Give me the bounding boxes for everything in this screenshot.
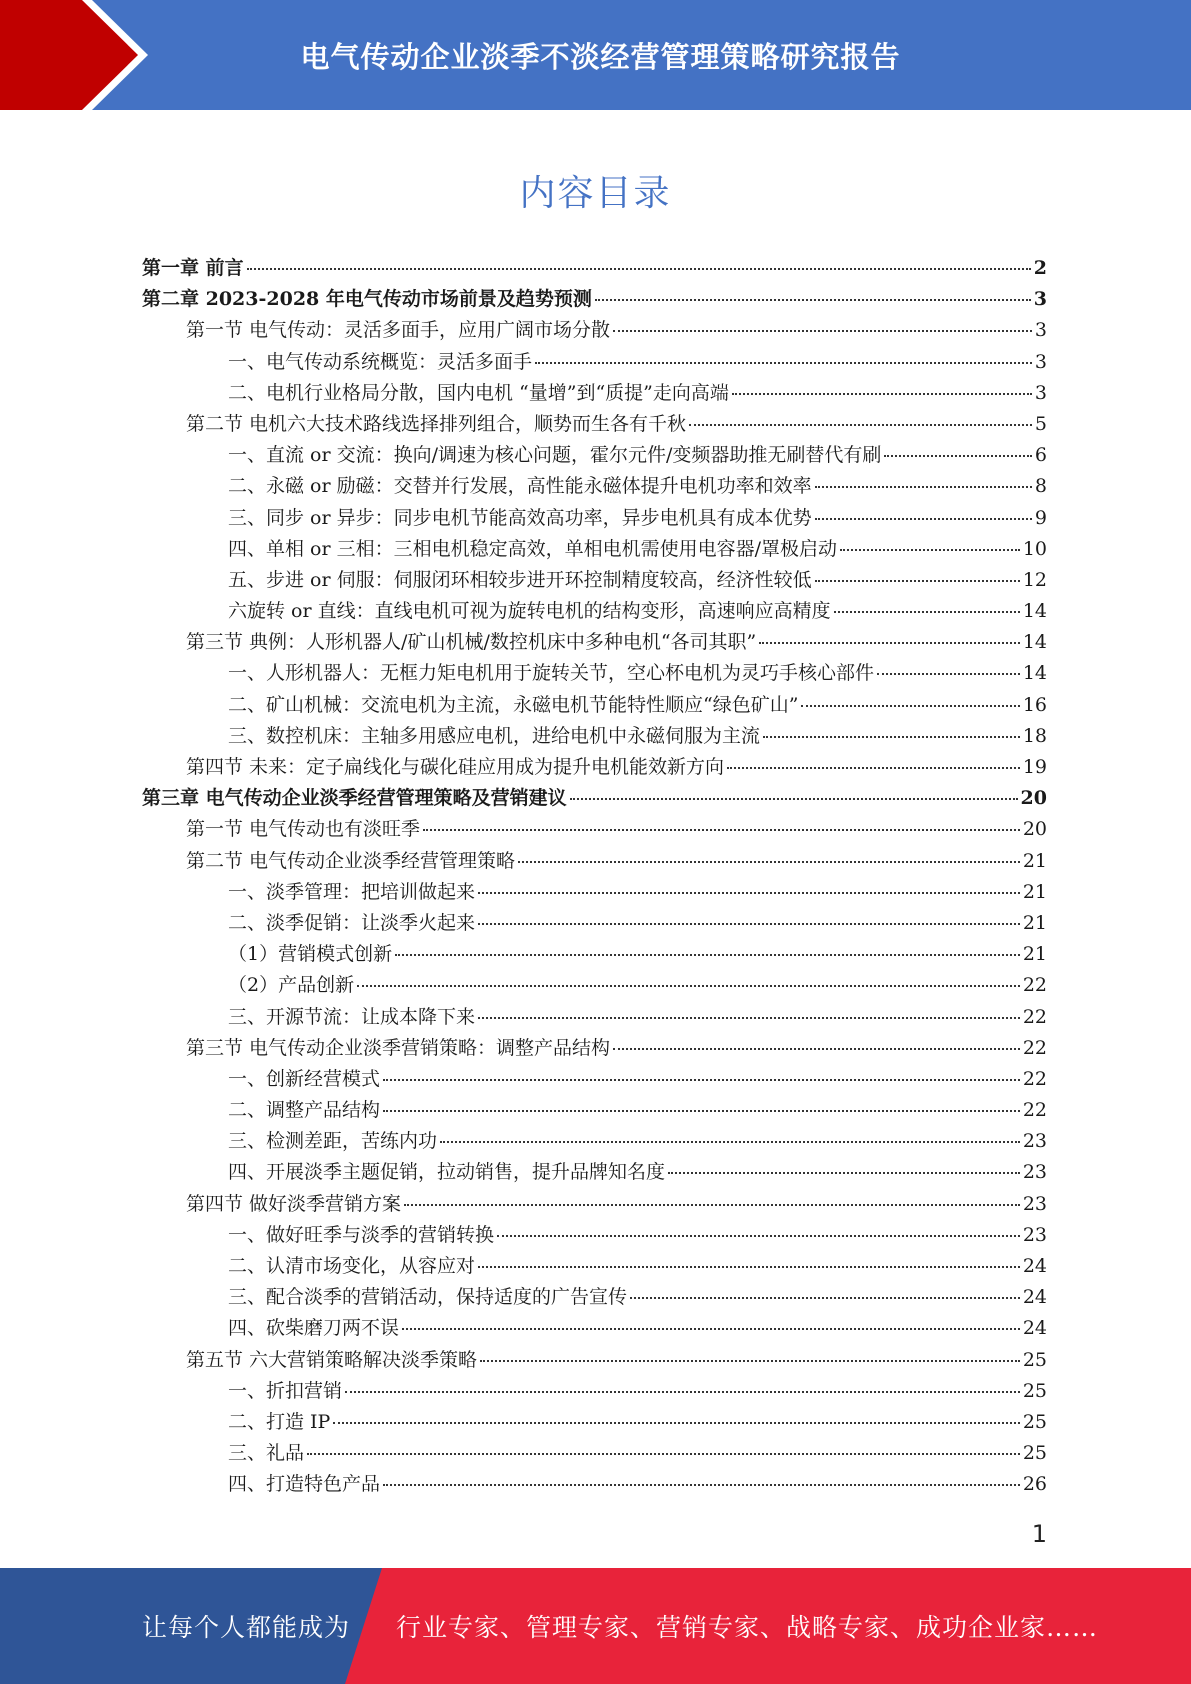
toc-dot-leader [815,517,1032,520]
toc-entry-label: 三、礼品 [228,1442,305,1465]
toc-dot-leader [613,329,1032,332]
toc-dot-leader [630,1296,1020,1299]
toc-entry-label: 二、打造 IP [228,1410,331,1433]
toc-entry-page: 3 [1034,319,1047,342]
toc-dot-leader [595,298,1031,301]
toc-entry-page: 21 [1022,911,1047,934]
toc-entry-page: 5 [1034,412,1047,435]
toc-dot-leader [478,1265,1020,1268]
toc-dot-leader [763,735,1020,738]
toc-entry-label: 第三章 电气传动企业淡季经营管理策略及营销建议 [142,787,567,810]
toc-dot-leader [383,1483,1020,1486]
toc-entry-label: 三、开源节流：让成本降下来 [228,1005,476,1028]
toc-entry-page: 22 [1022,1099,1047,1122]
toc-entry-page: 14 [1022,600,1047,623]
toc-entry[interactable] [142,1126,1047,1157]
toc-entry-page: 25 [1022,1442,1047,1465]
toc-entry-page: 9 [1034,506,1047,529]
toc-entry-page: 25 [1022,1348,1047,1371]
toc-entry-label: 第二节 电气传动企业淡季经营管理策略 [186,849,516,872]
toc-entry-label: 三、数控机床：主轴多用感应电机，进给电机中永磁伺服为主流 [228,724,761,747]
toc-entry-page: 16 [1022,693,1047,716]
toc-entry[interactable] [142,877,1047,908]
toc-entry[interactable] [142,1189,1047,1220]
toc-dot-leader [395,953,1020,956]
toc-dot-leader [333,1421,1019,1424]
toc-entry[interactable] [142,1033,1047,1064]
toc-entry-page: 12 [1022,568,1047,591]
toc-entry-page: 23 [1022,1223,1047,1246]
toc-dot-leader [478,1016,1020,1019]
toc-entry[interactable] [142,1438,1047,1469]
toc-entry[interactable] [142,939,1047,970]
toc-entry[interactable] [142,284,1047,315]
toc-dot-leader [518,860,1020,863]
toc-entry[interactable] [142,1407,1047,1438]
toc-entry-label: 第四节 未来：定子扁线化与碳化硅应用成为提升电机能效新方向 [186,756,725,778]
toc-entry-page: 26 [1022,1473,1047,1496]
toc-entry-page: 14 [1022,662,1047,685]
header-chevron-decoration [0,0,160,110]
toc-entry-label: 二、电机行业格局分散，国内电机 “量增”到“质提”走向高端 [228,381,729,404]
toc-entry[interactable] [142,1313,1047,1344]
toc-dot-leader [877,672,1020,675]
toc-entry-page: 3 [1033,288,1047,311]
header-band [0,0,1191,110]
toc-entry-page: 6 [1034,444,1047,467]
toc-entry-page: 21 [1022,943,1047,966]
toc-entry-label: 一、创新经营模式 [228,1067,381,1090]
toc-entry[interactable] [142,1064,1047,1095]
toc-dot-leader [689,423,1032,426]
toc-entry[interactable] [142,471,1047,502]
toc-entry[interactable] [142,627,1047,658]
toc-dot-leader [478,922,1020,925]
toc-entry[interactable] [142,1282,1047,1313]
toc-dot-leader [815,485,1032,488]
document-title: 电气传动企业淡季不淡经营管理策略研究报告 [300,39,901,74]
toc-entry-page: 22 [1022,1036,1047,1059]
toc-entry[interactable] [142,440,1047,471]
toc-entry-page: 24 [1022,1286,1047,1309]
toc-entry[interactable] [142,814,1047,845]
toc-dot-leader [613,1047,1020,1050]
toc-entry[interactable] [142,721,1047,752]
toc-dot-leader [727,766,1020,769]
toc-entry-page: 3 [1034,350,1047,373]
toc-entry-label: 第一节 电气传动：灵活多面手，应用广阔市场分散 [186,319,611,342]
toc-entry-page: 2 [1033,257,1047,279]
footer-band [0,1568,1191,1684]
toc-entry-page: 24 [1022,1317,1047,1340]
toc-entry-page: 19 [1022,756,1047,778]
toc-heading: 内容目录 [519,173,672,214]
toc-entry-label: 三、配合淡季的营销活动，保持适度的广告宣传 [228,1286,628,1309]
toc-entry-label: 三、检测差距，苦练内功 [228,1130,438,1153]
toc-entry-label: 四、单相 or 三相：三相电机稳定高效，单相电机需使用电容器/罩极启动 [228,537,838,560]
toc-entry[interactable] [142,503,1047,534]
toc-entry-label: 四、打造特色产品 [228,1473,381,1496]
toc-entry-page: 23 [1022,1192,1047,1215]
toc-entry[interactable] [142,596,1047,627]
toc-entry-label: 五、步进 or 伺服：伺服闭环相较步进开环控制精度较高，经济性较低 [228,568,812,591]
toc-entry-label: 二、调整产品结构 [228,1099,381,1122]
toc-entry-label: 二、永磁 or 励磁：交替并行发展，高性能永磁体提升电机功率和效率 [228,475,812,498]
toc-entry[interactable] [142,1251,1047,1282]
toc-entry-page: 14 [1022,631,1047,654]
toc-entry-label: 二、淡季促销：让淡季火起来 [228,911,476,934]
toc-entry-label: 一、人形机器人：无框力矩电机用于旋转关节，空心杯电机为灵巧手核心部件 [228,662,875,685]
toc-entry[interactable] [142,378,1047,409]
footer-slogan-left: 让每个人都能成为 [142,1613,351,1642]
toc-entry-page: 25 [1022,1410,1047,1433]
toc-entry[interactable] [142,846,1047,877]
toc-entry[interactable] [142,1345,1047,1376]
toc-entry[interactable] [142,690,1047,721]
toc-entry-page: 22 [1022,1067,1047,1090]
toc-entry[interactable] [142,565,1047,596]
toc-dot-leader [383,1078,1020,1081]
toc-entry[interactable] [142,1157,1047,1188]
toc-dot-leader [570,797,1018,800]
toc-entry-label: （2）产品创新 [228,974,355,997]
toc-entry-label: 一、直流 or 交流：换向/调速为核心问题，霍尔元件/变频器助推无刷替代有刷 [228,444,882,467]
toc-entry[interactable] [142,315,1047,346]
toc-dot-leader [497,1234,1020,1237]
toc-entry-label: 四、砍柴磨刀两不误 [228,1317,400,1340]
toc-entry-label: 三、同步 or 异步：同步电机节能高效高功率，异步电机具有成本优势 [228,506,812,529]
toc-entry-label: （1）营销模式创新 [228,943,393,966]
toc-entry[interactable] [142,908,1047,939]
toc-dot-leader [759,641,1020,644]
toc-entry[interactable] [142,253,1047,284]
toc-entry-page: 23 [1022,1161,1047,1184]
footer-slogan-right: 行业专家、管理专家、营销专家、战略专家、成功企业家…… [396,1613,1099,1642]
toc-entry-label: 六旋转 or 直线：直线电机可视为旋转电机的结构变形，高速响应高精度 [228,600,831,623]
toc-dot-leader [402,1327,1020,1330]
toc-entry-label: 一、淡季管理：把培训做起来 [228,880,476,903]
toc-dot-leader [357,984,1020,987]
toc-entry-page: 20 [1022,818,1047,841]
toc-entry-page: 22 [1022,1005,1047,1028]
toc-dot-leader [478,891,1020,894]
toc-entry-label: 一、电气传动系统概览：灵活多面手 [228,350,533,373]
toc-entry-page: 25 [1022,1379,1047,1402]
toc-dot-leader [480,1359,1020,1362]
toc-dot-leader [884,454,1032,457]
toc-entry-label: 四、开展淡季主题促销，拉动销售，提升品牌知名度 [228,1161,666,1184]
toc-entry-label: 第二节 电机六大技术路线选择排列组合，顺势而生各有千秋 [186,412,687,435]
table-of-contents [142,253,1047,1501]
toc-entry-page: 10 [1022,537,1047,560]
toc-dot-leader [307,1452,1020,1455]
toc-dot-leader [247,267,1031,270]
toc-entry[interactable] [142,658,1047,689]
toc-entry[interactable] [142,1469,1047,1500]
toc-entry-label: 第二章 2023-2028 年电气传动市场前景及趋势预测 [142,288,592,311]
toc-dot-leader [840,548,1020,551]
toc-entry-page: 3 [1034,381,1047,404]
toc-entry-page: 18 [1022,724,1047,747]
toc-entry-label: 第五节 六大营销策略解决淡季策略 [186,1348,478,1371]
toc-dot-leader [440,1140,1020,1143]
toc-entry-label: 一、做好旺季与淡季的营销转换 [228,1223,495,1246]
toc-entry-label: 第三节 典例：人形机器人/矿山机械/数控机床中多种电机“各司其职” [186,631,757,654]
toc-dot-leader [834,610,1020,613]
toc-dot-leader [732,392,1032,395]
toc-dot-leader [423,828,1020,831]
toc-entry[interactable] [142,1220,1047,1251]
toc-dot-leader [404,1203,1020,1206]
toc-entry-page: 23 [1022,1130,1047,1153]
toc-entry[interactable] [142,347,1047,378]
toc-entry[interactable] [142,783,1047,814]
toc-entry-label: 第四节 做好淡季营销方案 [186,1192,402,1215]
toc-entry[interactable] [142,1376,1047,1407]
toc-entry-page: 20 [1020,787,1047,810]
toc-entry-label: 二、认清市场变化，从容应对 [228,1255,476,1277]
toc-dot-leader [535,361,1032,364]
toc-dot-leader [801,704,1019,707]
toc-entry[interactable] [142,534,1047,565]
toc-entry-label: 二、矿山机械：交流电机为主流，永磁电机节能特性顺应“绿色矿山” [228,693,799,716]
toc-entry-page: 21 [1022,849,1047,872]
toc-entry[interactable] [142,752,1047,783]
toc-entry[interactable] [142,409,1047,440]
toc-entry-label: 第一节 电气传动也有淡旺季 [186,818,421,841]
toc-entry[interactable] [142,1002,1047,1033]
toc-dot-leader [668,1171,1020,1174]
toc-entry-page: 21 [1022,880,1047,903]
toc-entry-label: 第一章 前言 [142,257,244,279]
toc-entry-page: 22 [1022,974,1047,997]
toc-entry-page: 24 [1022,1255,1047,1277]
toc-dot-leader [345,1390,1020,1393]
toc-entry[interactable] [142,970,1047,1001]
toc-dot-leader [383,1109,1020,1112]
toc-entry-label: 第三节 电气传动企业淡季营销策略：调整产品结构 [186,1036,611,1059]
toc-entry[interactable] [142,1095,1047,1126]
page-number: 1 [1031,1520,1047,1548]
toc-entry-label: 一、折扣营销 [228,1379,343,1402]
toc-entry-page: 8 [1034,475,1047,498]
toc-dot-leader [815,579,1020,582]
